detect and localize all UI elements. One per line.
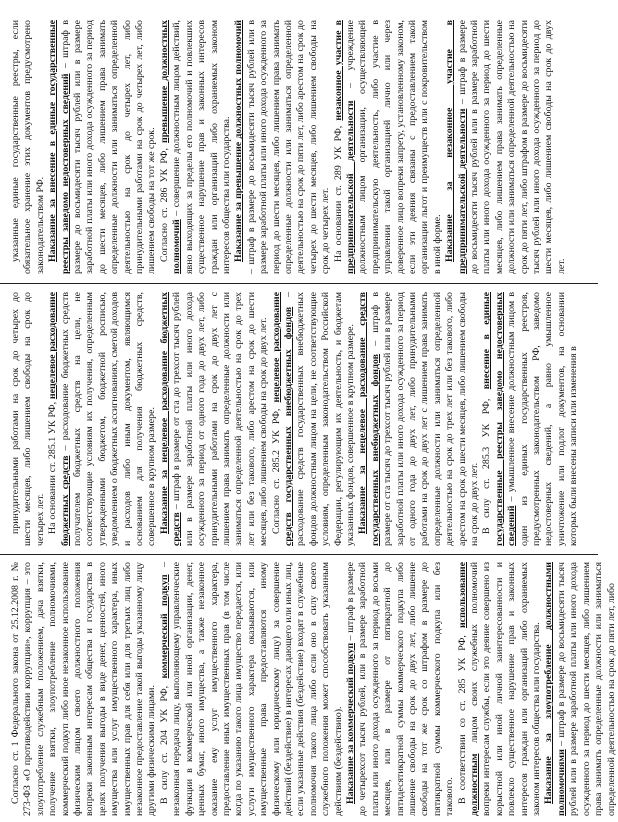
column-divider [0,554,598,555]
paragraph [444,20,568,274]
paragraph [159,20,233,274]
paragraph [233,20,332,274]
paragraph [10,292,47,546]
paragraph-text: – штраф в размере до восьмидесяти тысяч рублей или в размере заработной платы или иного дохода осужденного за период до шести месяцев, либо лишением права занимать определенные должности или заниматься определенной деятельностью на срок до пяти лет, либо [555,562,617,816]
article-term-heading: Наказание за превышение должностных полномочий [233,20,245,262]
paragraph-text: – штраф в размере до восьмидесяти тысяч рублей или в размере заработной платы или иного дохода осужденного за период до шести месяцев, либо лишением права занимать определенные должности или заниматься определенной деятельностью на срок до пяти лет, либо арестом на срок до четырех до шести месяцев, либо лишением свободы на срок до четырех лет. [245,20,332,274]
paragraph-text: В силу ст. 285.3 УК РФ, [481,389,493,534]
article-term-heading: внесение в единые государственные реестры заведомо недостоверных сведений [481,292,518,546]
paragraph [47,292,159,546]
column-right [10,20,590,274]
paragraph-text: Согласно ст. 1 Федерального закона от 25.12.2008 г. № 273-ФЗ «О противодействии коррупции», коррупция – это злоупотребление служебным положением, дача взятки, получение взятки, злоупотребление полномочиями, коммерческий подкуп либо иное незаконное использование физическим лицом своего должностного положения вопреки законным интересам общества и государства в целях получения выгоды в виде денег, ценностей, иного имущества или услуг имущественного характера, иных имущественных прав для себя или для третьих лиц либо незаконное предоставление такой выгоды указанному лицу другими физическими лицами. [10,562,158,816]
paragraph-text: указанные единые государственные реестры, если обязательное хранение этих документов предусмотрено законодательством РФ. [10,20,46,274]
paragraph-text: В соответствии со ст. 285 УК РФ, [456,627,468,804]
paragraph [357,292,481,546]
column-middle [10,292,590,546]
paragraph-text: принудительными работами на срок до четырех до шести месяцев, либо лишением свободы на срок до четырех лет. [10,292,46,546]
article-term-heading: незаконное участие в предпринимательской деятельности [332,20,356,274]
article-term-heading: Наказание за незаконное участие в предпринимательской деятельности [444,20,468,274]
paragraph-text: – штраф в размере до восьмидесяти тысяч рублей или в размере заработной платы или иного дохода осужденного за период до шести месяцев, либо лишением права занимать определенные должности или заниматься определенной деятельностью на срок до пяти лет, либо штрафом в размере до восьмидесяти тысяч рублей или иного дохода осужденного за период до шести месяцев, либо лишением свободы на срок до двух лет. [456,20,567,274]
paragraph-text: – незаконная передача лицу, выполняющему управленческие функции в коммерческой или иной организации, денег, ценных бумаг, иного имущества, а также незаконное оказание ему услуг имущественного характера, предоставление иных имущественных прав (в том числе когда по указанию такого лица имущество передается, или услуги имущественного характера оказываются, или имущественные права предоставляются иному физическому или юридическому лицу) за совершение действий (бездействие) в интересах дающего или иных лиц, если указанные действия (бездействие) входят в служебные полномочия такого лица либо если оно в силу своего служебного положения может способствовать указанным действиям (бездействию). [158,561,344,816]
paragraph-text: – штраф в размере от ста до трехсот тысяч рублей или в размере заработной платы или иного дохода осужденного за период от одного года до двух лет, либо принудительными работами на срок до двух лет с лишением права занимать определенные должности или заниматься определенной деятельностью на срок до трех лет или без такового, либо арестом на срок до шести месяцев, либо лишением свободы на срок до двух лет. [171,292,270,546]
paragraph [333,20,445,274]
column-left [10,561,617,816]
paragraph-text: – штраф в размере до четырехсот тысяч рублей, или в размере заработной платы или иного дохода осужденного за период до восьми месяцев, или в размере от пятикратной до пятидесятикратной суммы коммерческого подкупа либо лишение свободы на срок до двух лет, либо лишение свободы на тот же срок со штрафом в размере до пятикратной суммы коммерческого подкупа или без такового. [344,562,456,816]
paragraph-text: – учреждение должностным лицом организации, осуществляющей предпринимательскую деятельность, либо участие в управлении такой организацией лично или через доверенное лицо вопреки запрету, установленному законом, если эти деяния связаны с предоставлением такой организации льгот и преимуществ или с покровительством в иной форме. [344,20,443,274]
article-term-heading: нецелевое расходование средств государственных внебюджетных фондов [270,292,294,546]
paragraph-text: лицом своих служебных полномочий вопреки интересам службы, если это деяние совершено из корыстной или иной личной заинтересованности и повлекло существенное нарушение прав и законных интересов граждан или организаций либо охраняемых законом интересов общества или государства. [469,562,543,816]
paragraph [159,292,271,546]
article-term-heading: Наказание за злоупотребление должностными полномочиями [543,562,567,816]
paragraph [543,562,617,816]
paragraph [271,292,358,546]
paragraph-text: – штраф в размере от ста тысяч до трехсот тысяч рублей или в размере заработной платы или иного дохода осужденного за период от одного года до двух лет, либо принудительными работами на срок до двух лет с лишением права занимать определенные должности или заниматься определенной деятельностью на срок до трех лет или без такового, либо арестом на срок до шести месяцев, либо лишением свободы на срок до двух лет. [369,292,481,546]
paragraph [47,20,159,274]
paragraph-text: В силу ст. 204 УК РФ, [158,678,170,804]
article-term-heading: превышение должностных полномочий [158,20,183,274]
article-term-heading: нецелевое расходование бюджетных средств [47,292,71,546]
article-term-heading: коммерческий подкуп [158,574,170,679]
article-term-heading: Наказание за внесение в единые государственные реестры заведомо недостоверных сведений [47,20,71,274]
paragraph [10,20,47,274]
paragraph-text: – умышленное внесение должностным лицом в один из единых государственных реестров, предусмотренных законодательством РФ, заведомо недостоверных сведений, а равно умышленное уничтожение или подлог документов, на основании которых были внесены записи или изменения в [506,292,580,546]
paragraph [159,562,345,816]
paragraph [481,292,580,546]
article-term-heading: использование должностным [456,562,481,816]
paragraph-text: На основании ст. 285.1 УК РФ, [47,399,59,534]
paragraph-text: – совершение должностным лицом действий, явно выходящих за пределы его полномочий и повлекших существенное нарушение прав и законных интересов граждан или организаций либо охраняемых законом интересов общества или государства. [171,20,232,274]
paragraph [10,562,159,816]
paragraph-text: – расходование бюджетных средств получателем бюджетных средств на цели, не соответствующие условиям их получения, определенным утвержденными бюджетом, бюджетной росписью, уведомлением о бюджетных ассигнованиях, сметой доходов и расходов либо иным документом, являющимся основанием для получения бюджетных средств, совершенное в крупном размере. [59,292,158,546]
article-term-heading: Наказание за нецелевое расходование бюджетных средств [158,292,183,546]
paragraph-text: – расходование средств государственных внебюджетных фондов должностным лицом на цели, не соответствующие условиям, определенным законодательством Российской Федерации, регулирующим их деятельность, и бюджетам указанных фондов, совершенное в крупном размере. [282,291,356,546]
paragraph-text: На основании ст. 289 УК РФ, [332,120,344,262]
article-term-heading: Наказание за коммерческий подкуп [344,642,356,804]
paragraph-text: Согласно ст. 285.2 УК РФ, [270,402,282,534]
column-divider [0,283,598,284]
paragraph [345,562,457,816]
article-term-heading: Наказание за нецелевое расходование средств государственных внебюджетных фондов [357,292,381,546]
paragraph-text: – штраф в размере до восьмидесяти тысяч рублей или в размере заработной платы или иного дохода осужденного за период до шести месяцев, либо лишением права занимать определенные должности или заниматься определенной деятельностью на срок до четырех лет, либо принудительными работами на срок до четырех лет, либо лишением свободы на тот же срок. [59,20,158,274]
paragraph-text: Согласно ст. 286 УК РФ, [158,142,170,262]
paragraph [457,562,544,816]
